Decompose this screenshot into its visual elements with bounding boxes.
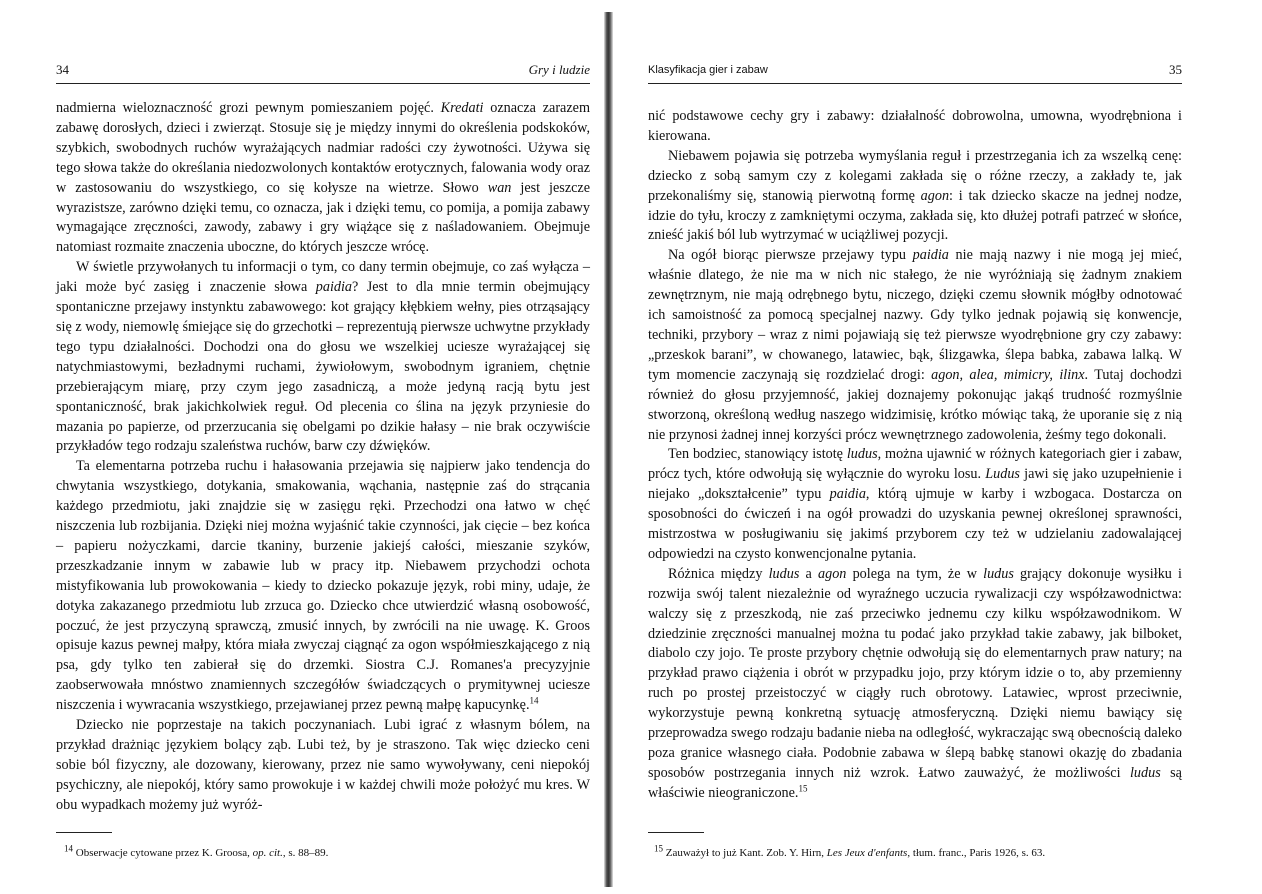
right-body-text <box>648 107 1182 804</box>
footnote-number: 15 <box>654 843 663 854</box>
italic-term: wan <box>487 179 512 196</box>
footnote-marker: 14 <box>529 695 539 706</box>
italic-term: ludus <box>768 565 800 582</box>
right-footnote: $^{15}$ Zauważył to już Kant. Zob. Y. Hirn, Les Jeux d'enfants, tłum. franc., Paris 1926, s. 63. <box>654 843 1046 859</box>
paragraph: Na ogół biorąc pierwsze przejawy typu paidia nie mają nazwy i nie mogą jej mieć, właśnie dlatego, że nie ma w nich nic stałego, że nie wyróżniają się żadnym znakiem zewnętrznym, nie mają odrębnego bytu, niczego, dzięki czemu słownik mógłby odnotować ich samoistność za pomocą specjalnej nazwy. Gdy tylko jednak pojawią się konwencje, techniki, przybory – wraz z nimi pojawiają się też pierwsze wyodrębnione gry czy zabawy: „przeskok barani”, w chowanego, latawiec, bąk, ślizgawka, ślepa babka, zabawa lalką. W tym momencie zaczynają się rozdzielać drogi: agon, alea, mimicry, ilinx. Tutaj dochodzi również do głosu przyjemność, jakiej doznajemy pokonując jakąś trudność rozmyślnie stworzoną, określoną według naszego widzimisię, krótko mówiąc taką, że uporanie się z nią nie przynosi żadnej innej korzyści prócz wewnętrznego zadowolenia, żeśmy tego dokonali. <box>648 247 1182 443</box>
paragraph: Ten bodziec, stanowiący istotę ludus, można ujawnić w różnych kategoriach gier i zabaw, prócz tych, które odwołują się wyłącznie do wyroku losu. Ludus jawi się jako uzupełnienie i niejako „dokształcenie” typu paidia, którą ujmuje w karby i wzbogaca. Dostarcza on sposobności do ćwiczeń i na ogół prowadzi do uzyskania pewnej określonej sprawności, mistrzostwa w posługiwaniu się jakimś przyborem czy też w udzielaniu zadowalającej odpowiedzi na czysto konwencjonalne pytania. <box>648 446 1182 562</box>
italic-term: ludus <box>983 565 1014 582</box>
italic-term: Ludus <box>985 466 1020 483</box>
paragraph: Dziecko nie poprzestaje na takich poczynaniach. Lubi igrać z własnym bólem, na przykład drażniąc językiem bolący ząb. Lubi też, by je straszono. Tak więc dziecko ceni sobie ból fizyczny, ale dozowany, kierowany, przez nie samo wywoływany, ceni niepokój psychiczny, ale niepokój, który samo prowokuje i w każdej chwili może położyć mu kres. W obu wypadkach możemy już wyróż- <box>56 717 590 813</box>
paragraph: W świetle przywołanych tu informacji o tym, co dany termin obejmuje, co zaś wyłącza – jaki może być zasięg i znaczenie słowa paidia? Jest to dla mnie termin obejmujący spontaniczne przejawy instynktu zabawowego: kot grający kłębkiem wełny, pies otrząsający się z wody, niemowlę śmiejące się do grzechotki – reprezentują pierwsze uchwytne przykłady tego typu działalności. Dochodzi ona do głosu we wszelkiej uciesze wyrażającej się natychmiastowymi, bezładnymi ruchami, żywiołowym, swobodnym igraniem, chętnie przebierającym miarę, przy czym jego zasadniczą, a może jedyną racją bytu jest spontaniczność, brak jakichkolwiek reguł. Od plecenia co ślina na język przyniesie do mazania po papierze, od przerzucania się obelgami po dzikie hałasy – nie brak oczywiście przykładów tego rodzaju szaleństwa ruchów, barw czy dźwięków. <box>56 259 590 455</box>
left-running-head: Gry i ludzie <box>528 62 590 77</box>
italic-term: Kredati <box>440 100 484 116</box>
paragraph: Niebawem pojawia się potrzeba wymyślania reguł i przestrzegania ich za wszelką cenę: dziecko z sobą samym czy z kolegami zakłada się o różne rzeczy, a zakłady te, jak przekonaliśmy się, stanowią pierwotną formę agon: i tak dziecko skacze na jednej nodze, idzie do tyłu, kroczy z zamkniętymi oczyma, zakłada się, kto dłużej potrafi patrzeć w słońce, znieść jakiś ból lub wytrzymać w uciążliwej pozycji. <box>648 147 1182 244</box>
right-page-number: 35 <box>1169 62 1182 77</box>
paragraph: Ta elementarna potrzeba ruchu i hałasowania przejawia się najpierw jako tendencja do chwytania wszystkiego, dotykania, smakowania, wąchania, następnie zaś do strącania każdego przedmiotu, jaki znajdzie się w zasięgu ręki. Przechodzi ona łatwo w chęć niszczenia lub rozbijania. Dzięki niej można wyjaśnić takie czynności, jak cięcie – bez końca – papieru nożyczkami, darcie tkaniny, burzenie jakiejś całości, mieszanie szyków, przeszkadzanie innym w zabawie lub w pracy itp. Niebawem przychodzi ochota mistyfikowania lub prowokowania – kiedy to dziecko pokazuje język, robi miny, udaje, że dotyka zakazanego przedmiotu lub zrzuca go. Dziecko chce utwierdzić własną osobowość, poczuć, że jest przyczyną sprawczą, zmusić innych, by zwrócili na nie uwagę. K. Groos opisuje kazus pewnej małpy, która miała zwyczaj ciągnąć za ogon współmieszkającego z nią psa, gdy tylko ten zabierał się do drzemki. Siostra C.J. Romanes'a precyzyjnie zaobserwowała mnóstwo znamiennych szczegółów świadczących o prymitywnej uciesze niszczenia i wywracania wszystkiego, przejawianej przez pewną małpę kapucynkę.$^{14}$ <box>56 458 590 714</box>
italic-term: Les Jeux d'enfants <box>826 847 908 859</box>
paragraph: Różnica między ludus a agon polega na tym, że w ludus grający dokonuje wysiłku i rozwija swój talent niezależnie od wyraźnego uczucia rywalizacji czy współzawodnictwa: walczy się z przeszkodą, nie zaś przeciwko jednemu czy kilku współzawodnikom. W dziedzinie zręczności manualnej można tu podać jako przykład takie zabawy, jak bilboket, diabolo czy jojo. Te proste przybory chętnie odwołują się do elementarnych praw natury; na przykład prawo ciążenia i obrót w przypadku jojo, przy którym idzie o to, aby przemienny ruch po prostej przeistoczyć w ciągły ruch obrotowy. Latawiec, wprost przeciwnie, wykorzystuje pewną konkretną sytuację atmosferyczną. Dzięki niemu bawiący się przeprowadza swego rodzaju badanie nieba na odległość, wykraczając swą obecnością daleko poza granice własnego ciała. Podobnie zabawa w ślepą babkę stanowi okazję do zbadania sposobów postrzegania innych niż wzrok. Łatwo zauważyć, że możliwości ludus są właściwie nieograniczone.$^{15}$ <box>648 565 1183 801</box>
footnote-marker: 15 <box>798 783 808 794</box>
italic-term: agon <box>818 565 847 582</box>
right-running-head: Klasyfikacja gier i zabaw <box>648 64 768 76</box>
left-page <box>0 0 606 894</box>
italic-term: ludus <box>846 446 878 463</box>
italic-term: op. cit. <box>252 847 283 859</box>
left-header-rule <box>56 83 590 84</box>
left-body-text <box>56 99 590 816</box>
left-page-number: 34 <box>56 62 69 77</box>
italic-term: paidia <box>912 247 949 264</box>
italic-term: paidia <box>829 486 866 503</box>
left-footnote: $^{14}$ Obserwacje cytowane przez K. Groosa, op. cit., s. 88–89. <box>64 843 329 859</box>
italic-term: agon <box>920 187 950 204</box>
paragraph: nić podstawowe cechy gry i zabawy: działalność dobrowolna, umowna, wyodrębniona i kierowana. <box>648 108 1182 144</box>
italic-term: agon, alea, mimicry, ilinx <box>931 366 1085 383</box>
paragraph: nadmierna wieloznaczność grozi pewnym pomieszaniem pojęć. Kredati oznacza zarazem zabawę dorosłych, dzieci i zwierząt. Stosuje się je między innymi do określenia podskoków, szybkich, swobodnych ruchów wyrażających nadmiar radości czy żywotności. Używa się tego słowa także do określania niedozwolonych kontaktów erotycznych, falowania wody oraz w zastosowaniu do wszystkiego, co się kołysze na wietrze. Słowo wan jest jeszcze wyrazistsze, zarówno dzięki temu, co oznacza, jak i dzięki temu, co pomija, a pomija zabawy wymagające zręczności, zawody, zabawy i gry wiążące się z naśladowaniem. Obejmuje natomiast rozmaite znaczenia uboczne, do których jeszcze wrócę. <box>56 100 591 256</box>
left-footnote-rule <box>56 832 112 833</box>
italic-term: paidia <box>315 279 353 296</box>
footnote-number: 14 <box>64 843 73 854</box>
right-page <box>614 0 1262 894</box>
italic-term: ludus <box>1129 764 1161 781</box>
right-header-rule <box>648 83 1182 84</box>
right-footnote-rule <box>648 832 704 833</box>
